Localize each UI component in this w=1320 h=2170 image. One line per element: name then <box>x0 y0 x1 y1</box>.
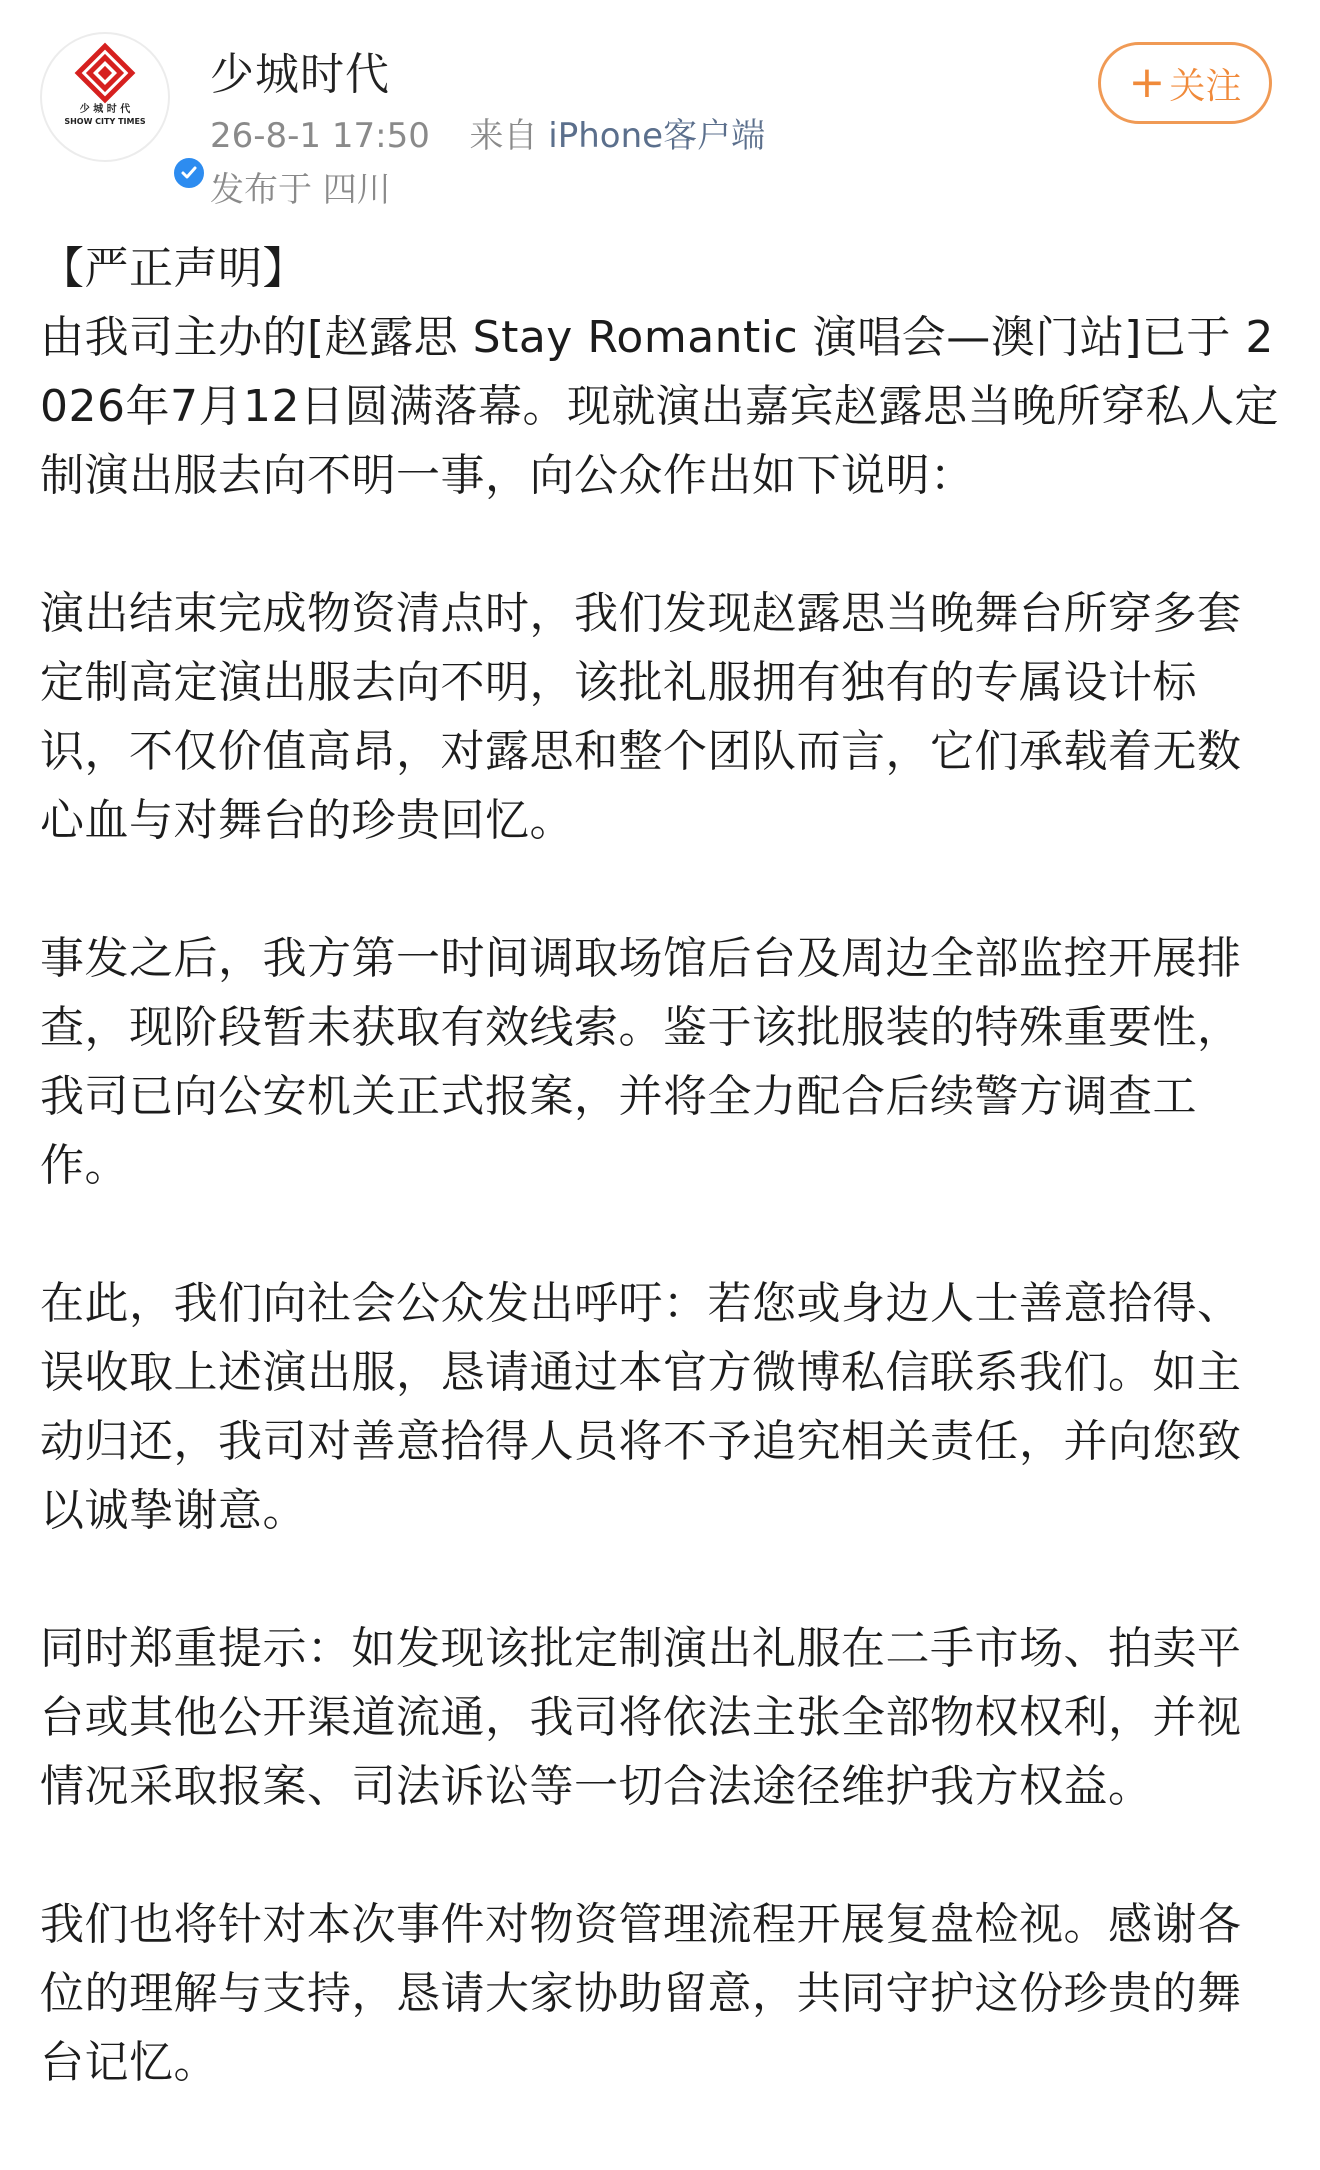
post-paragraph: 同时郑重提示：如发现该批定制演出礼服在二手市场、拍卖平台或其他公开渠道流通，我司将依法主张全部物权权利，并视情况采取报案、司法诉讼等一切合法途径维护我方权益。 <box>40 1623 1242 1812</box>
post-paragraph: 在此，我们向社会公众发出呼吁：若您或身边人士善意拾得、误收取上述演出服，恳请通过本官方微博私信联系我们。如主动归还，我司对善意拾得人员将不予追究相关责任，并向您致以诚挚谢意。 <box>40 1278 1242 1536</box>
post-paragraph: 【严正声明】 由我司主办的[赵露思 Stay Romantic 演唱会—澳门站]已于 2026年7月12日圆满落幕。现就演出嘉宾赵露思当晚所穿私人定制演出服去向不明一事，向公众作出如下说明： <box>40 243 1279 501</box>
post-header <box>0 0 1320 210</box>
follow-button[interactable] <box>1098 42 1272 124</box>
account-name[interactable]: 少城时代 <box>210 49 390 100</box>
post-body <box>40 234 1280 2097</box>
logo-text-en: SHOW CITY TIMES <box>64 117 146 126</box>
post-paragraph: 演出结束完成物资清点时，我们发现赵露思当晚舞台所穿多套定制高定演出服去向不明，该批礼服拥有独有的专属设计标识，不仅价值高昂，对露思和整个团队而言，它们承载着无数心血与对舞台的珍贵回忆。 <box>40 588 1242 846</box>
avatar[interactable] <box>40 32 170 162</box>
post-paragraph: 我们也将针对本次事件对物资管理流程开展复盘检视。感谢各位的理解与支持，恳请大家协助留意，共同守护这份珍贵的舞台记忆。 <box>40 1899 1242 2088</box>
follow-label: 关注 <box>1169 65 1242 107</box>
post-meta <box>210 108 765 157</box>
plus-icon: + <box>1128 57 1166 108</box>
post-location: 发布于 四川 <box>210 170 391 210</box>
post-paragraph: 事发之后，我方第一时间调取场馆后台及周边全部监控开展排查，现阶段暂未获取有效线索。鉴于该批服装的特殊重要性，我司已向公安机关正式报案，并将全力配合后续警方调查工作。 <box>40 933 1242 1191</box>
logo-text-cn: 少 城 时 代 <box>79 104 131 115</box>
post-source: iPhone客户端 <box>548 116 766 156</box>
post-timestamp: 26-8-1 17:50 <box>210 116 430 156</box>
source-prefix: 来自 <box>469 116 538 156</box>
verified-check-icon <box>170 154 208 192</box>
show-city-times-logo <box>42 34 168 160</box>
